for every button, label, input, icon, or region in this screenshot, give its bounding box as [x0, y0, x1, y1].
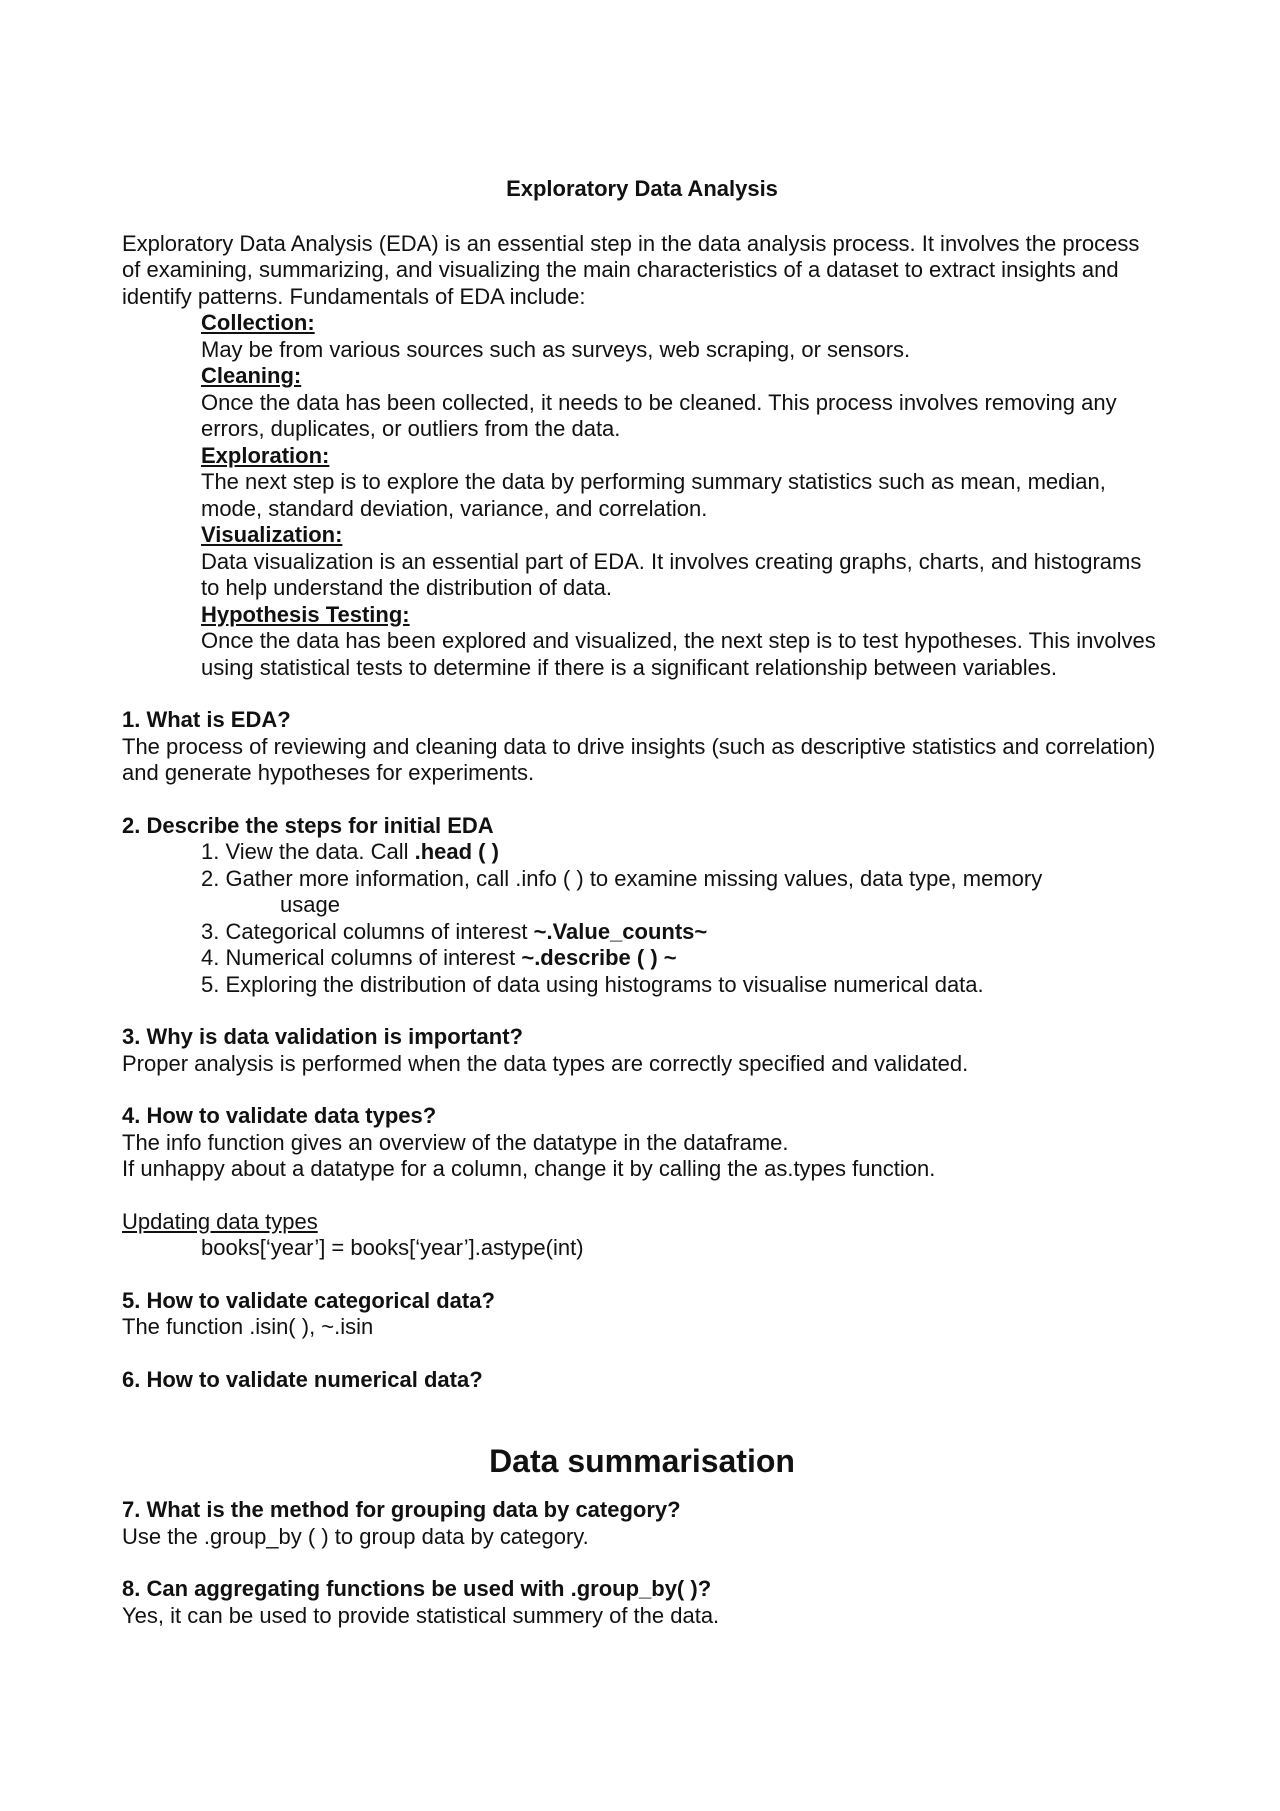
question-6: 6. How to validate numerical data? [122, 1366, 483, 1392]
fundamental-term-collection: Collection: [201, 310, 315, 335]
fundamental-term-cleaning: Cleaning: [201, 363, 302, 388]
fundamental-desc-collection: May be from various sources such as surveys, web scraping, or sensors. [201, 336, 911, 362]
fundamental-desc-visualization: Data visualization is an essential part of EDA. It involves creating graphs, charts, and histograms to help understand the distribution of data. [201, 548, 1142, 600]
answer-5: The function .isin( ), ~.isin [122, 1314, 374, 1339]
question-5: 5. How to validate categorical data? [122, 1287, 495, 1313]
answer-3: Proper analysis is performed when the data types are correctly specified and validated. [122, 1050, 969, 1076]
fundamentals-list [201, 310, 1162, 681]
answer-4-line-1: The info function gives an overview of the datatype in the dataframe. [122, 1129, 789, 1155]
section-title-data-summarisation: Data summarisation [489, 1443, 795, 1479]
question-2: 2. Describe the steps for initial EDA [122, 812, 494, 838]
answer-1: The process of reviewing and cleaning data to drive insights (such as descriptive statistics and correlation) and generate hypotheses for experiments. [122, 733, 1156, 785]
question-7: 7. What is the method for grouping data by category? [122, 1497, 681, 1522]
intro-paragraph: Exploratory Data Analysis (EDA) is an essential step in the data analysis process. It involves the process of examining, summarizing, and visualizing the main characteristics of a dataset to extract insights and identify patterns. Fundamentals of EDA include: [122, 230, 1140, 309]
fundamental-desc-cleaning: Once the data has been collected, it needs to be cleaned. This process involves removing any errors, duplicates, or outliers from the data. [201, 389, 1117, 441]
fundamental-term-visualization: Visualization: [201, 522, 343, 547]
step-1: 1. View the data. Call .head ( ) [201, 839, 499, 864]
question-4: 4. How to validate data types? [122, 1103, 437, 1128]
step-5: 5. Exploring the distribution of data using histograms to visualise numerical data. [201, 971, 984, 997]
question-3: 3. Why is data validation is important? [122, 1024, 523, 1049]
subheading-updating-data-types: Updating data types [122, 1208, 318, 1234]
document-page [122, 176, 1162, 1629]
fundamental-term-hypothesis-testing: Hypothesis Testing: [201, 601, 410, 627]
document-title: Exploratory Data Analysis [506, 176, 778, 201]
fundamental-term-exploration: Exploration: [201, 442, 330, 468]
answer-8: Yes, it can be used to provide statistical summery of the data. [122, 1602, 720, 1628]
step-4: 4. Numerical columns of interest ~.describe ( ) ~ [201, 945, 677, 970]
step-2-continued: usage [280, 892, 340, 917]
answer-4-line-2: If unhappy about a datatype for a column, change it by calling the as.types function. [122, 1156, 936, 1181]
code-snippet: books[‘year’] = books[‘year’].astype(int) [201, 1235, 584, 1260]
step-2: 2. Gather more information, call .info ( ) to examine missing values, data type, memory [201, 865, 1043, 891]
steps-list [201, 839, 1162, 998]
step-3: 3. Categorical columns of interest ~.Value_counts~ [201, 918, 708, 944]
question-8: 8. Can aggregating functions be used with .group_by( )? [122, 1576, 712, 1601]
answer-7: Use the .group_by ( ) to group data by category. [122, 1523, 589, 1549]
question-1: 1. What is EDA? [122, 707, 291, 732]
fundamental-desc-exploration: The next step is to explore the data by performing summary statistics such as mean, median, mode, standard deviation, variance, and correlation. [201, 469, 1106, 521]
fundamental-desc-hypothesis-testing: Once the data has been explored and visualized, the next step is to test hypotheses. This involves using statistical tests to determine if there is a significant relationship between variables. [201, 628, 1156, 680]
